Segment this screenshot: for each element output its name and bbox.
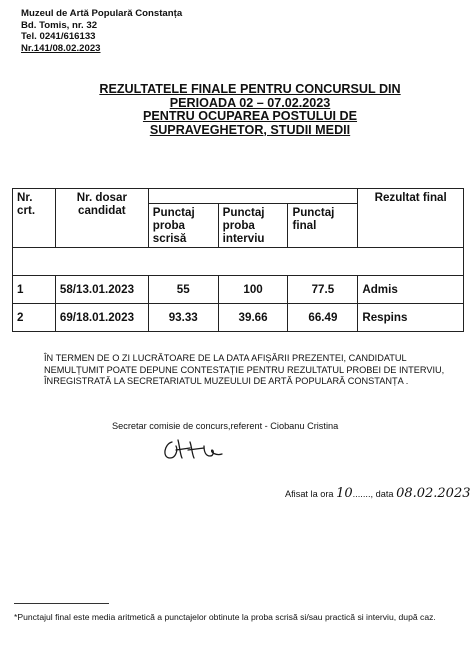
secretary-line: Secretar comisie de concurs,referent - Ciobanu Cristina	[112, 421, 339, 431]
header-rezultat: Rezultat final	[358, 189, 464, 248]
cell-final: 66.49	[288, 304, 358, 332]
table-row	[13, 276, 464, 304]
notice-line: ÎN TERMEN DE O ZI LUCRĂTOARE DE LA DATA AFIȘĂRII PREZENTEI, CANDIDATUL	[44, 353, 407, 363]
notice-line: ÎNREGISTRATĂ LA SECRETARIATUL MUZEULUI DE ARTĂ POPULARĂ CONSTANȚA .	[44, 376, 409, 386]
header-line: Bd. Tomis, nr. 32	[21, 19, 98, 31]
header-punctaj-final: Punctaj final	[288, 204, 358, 248]
contestation-notice	[44, 353, 454, 388]
title-line: SUPRAVEGHETOR, STUDII MEDII	[149, 122, 351, 137]
cell-rezultat: Admis	[358, 276, 464, 304]
posted-hour: 10	[336, 486, 353, 501]
header-nr-crt: Nr. crt.	[13, 189, 56, 248]
table-row	[13, 304, 464, 332]
header-punctaj-group	[148, 189, 358, 204]
header-reg-number: Nr.141/08.02.2023	[21, 42, 101, 54]
footnote-divider	[14, 603, 109, 604]
cell-rezultat: Respins	[358, 304, 464, 332]
title-line: REZULTATELE FINALE PENTRU CONCURSUL DIN	[99, 82, 401, 96]
header-line: Muzeul de Artă Populară Constanța	[21, 8, 183, 19]
header-punctaj-scrisa: Punctaj proba scrisă	[148, 204, 218, 248]
cell-nr: 1	[13, 276, 56, 304]
header-line: Tel. 0241/616133	[21, 31, 96, 42]
header-nr-dosar: Nr. dosar candidat	[55, 189, 148, 248]
table-empty-row	[13, 248, 464, 276]
footnote: *Punctajul final este media aritmetică a punctajelor obtinute la proba scrisă si/sau practică si interviu, după caz.	[14, 612, 436, 622]
title-line: PENTRU OCUPAREA POSTULUI DE	[142, 109, 358, 123]
institution-header	[21, 8, 182, 54]
signature-image	[160, 436, 230, 464]
cell-scrisa: 93.33	[148, 304, 218, 332]
posted-date-label: , data	[370, 489, 394, 499]
notice-line: NEMULȚUMIT POATE DEPUNE CONTESTAȚIE PENTRU REZULTATUL PROBEI DE INTERVIU,	[44, 364, 445, 375]
cell-final: 77.5	[288, 276, 358, 304]
document-title	[40, 83, 460, 137]
posted-date: 08.02.2023	[396, 486, 471, 501]
title-line: PERIOADA 02 – 07.02.2023	[169, 95, 331, 110]
header-punctaj-interviu: Punctaj proba interviu	[218, 204, 288, 248]
table-header-row	[13, 189, 464, 204]
cell-interviu: 100	[218, 276, 288, 304]
cell-scrisa: 55	[148, 276, 218, 304]
cell-interviu: 39.66	[218, 304, 288, 332]
cell-dosar: 69/18.01.2023	[55, 304, 148, 332]
results-table	[12, 188, 464, 332]
posted-hour-label: Afisat la ora	[285, 489, 334, 499]
posted-at-line: Afisat la ora 10......., data 08.02.2023	[285, 486, 471, 501]
cell-nr: 2	[13, 304, 56, 332]
cell-dosar: 58/13.01.2023	[55, 276, 148, 304]
